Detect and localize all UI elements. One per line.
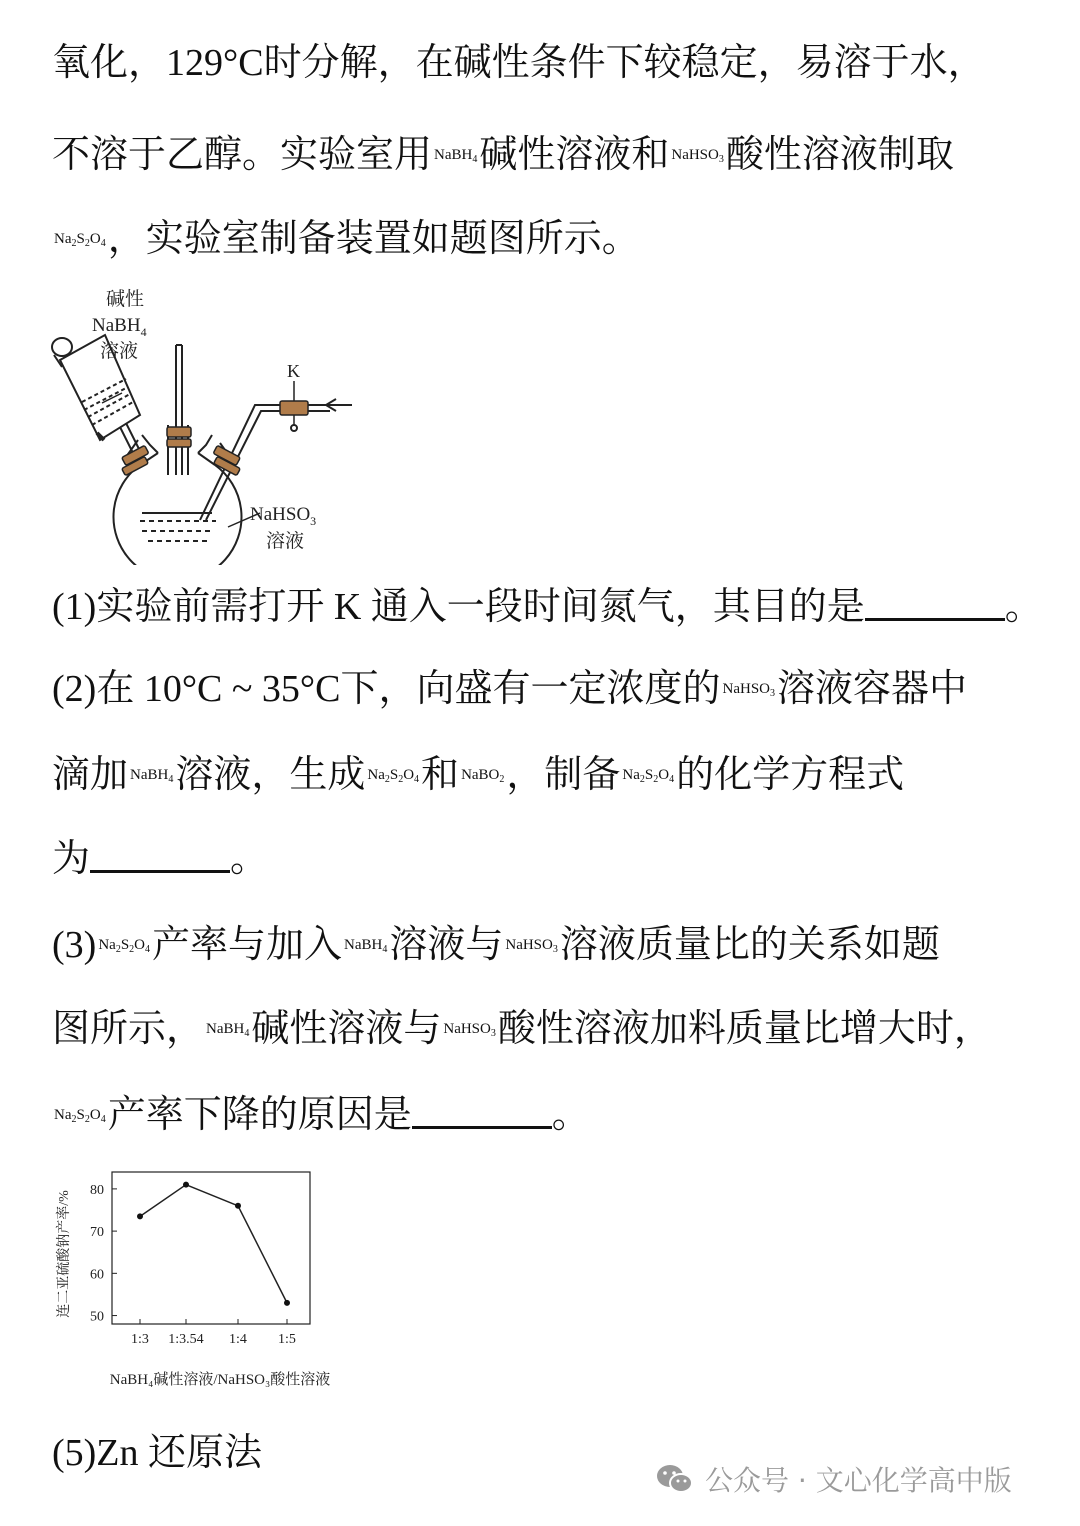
- formula-na2s2o4: Na2S2O4: [98, 937, 150, 955]
- yield-chart: [40, 1162, 380, 1402]
- flask-label-line-2: 溶液: [266, 531, 305, 552]
- chart-data-point: [183, 1182, 189, 1188]
- text-segment: 氧化，: [52, 40, 167, 84]
- center-rod: [176, 345, 182, 475]
- formula-na2s2o4: Na2S2O4: [622, 767, 675, 785]
- funnel-label-line-2: NaBH$_4$: [92, 315, 147, 339]
- formula-nabh4: NaBH4: [434, 147, 478, 165]
- question-3-line-3: $^{Na_2S_2O_4}$产率下降的原因是 。: [54, 1092, 590, 1136]
- valve-k-ref: K: [324, 586, 371, 628]
- flask-label-line-1: NaHSO$_3$: [250, 504, 317, 528]
- funnel-label-line-3: 溶液: [100, 341, 139, 362]
- question-2-line-2: 滴加 $^{NaBH_4}$溶液，生成 $^{Na_2S_2O_4}$和 $^{NaBO_2}$，制备 $^{Na_2S_2O_4}$的化学方程式: [52, 752, 905, 796]
- formula-nabh4: NaBH4: [130, 767, 174, 785]
- text-segment: 不溶于乙醇。实验室用: [52, 132, 433, 176]
- paragraph-line-3: [52, 214, 1040, 268]
- chart-y-tick-label: 80: [90, 1182, 104, 1198]
- question-5-heading: (5)Zn 还原法: [52, 1432, 263, 1474]
- question-2-line-3: 为 。: [52, 836, 269, 880]
- text-segment: ，实验室制备装置如题图所示。: [107, 216, 640, 260]
- question-3-line-2: 图所示， $^{NaBH_4}$碱性溶液与 $^{NaHSO_3}$酸性溶液加料质量比增大时，: [52, 1006, 992, 1050]
- text-segment: 时分解，在碱性条件下较稳定，易溶于水，: [263, 40, 986, 84]
- formula-nahso3: NaHSO3: [671, 147, 724, 165]
- chart-y-tick-label: 60: [90, 1267, 104, 1283]
- chart-x-tick-label: 1:4: [229, 1332, 247, 1347]
- question-1: (1)实验前需打开 K 通入一段时间氮气，其目的是 。: [52, 584, 1043, 628]
- question-number: (1): [52, 586, 97, 628]
- answer-blank: [90, 840, 230, 873]
- watermark-text: 公众号 · 文心化学高中版: [705, 1464, 1012, 1497]
- formula-na2s2o4: Na2S2O4: [54, 231, 106, 249]
- question-2-line-1: (2)在 10°C ~ 35°C下，向盛有一定浓度的 $^{NaHSO_3}$溶液容器中: [52, 666, 968, 710]
- temperature-value: 129°C: [166, 42, 264, 84]
- question-number: (3): [52, 924, 97, 966]
- formula-nahso3: NaHSO3: [722, 681, 775, 699]
- flask-body: [114, 465, 242, 565]
- funnel-label-line-1: 碱性: [106, 289, 145, 310]
- chart-y-tick-label: 70: [90, 1225, 104, 1241]
- chart-y-tick-label: 50: [90, 1309, 104, 1325]
- chart-series-line: [140, 1185, 287, 1303]
- answer-blank: [865, 588, 1005, 621]
- chart-data-point: [235, 1203, 241, 1209]
- chart-data-point: [137, 1213, 143, 1219]
- formula-nahso3: NaHSO3: [443, 1021, 496, 1039]
- formula-na2s2o4: Na2S2O4: [54, 1107, 106, 1125]
- chart-x-tick-label: 1:5: [278, 1332, 296, 1347]
- text-segment: 碱性溶液和: [479, 132, 670, 176]
- formula-nahso3: NaHSO3: [505, 937, 558, 955]
- formula-nabh4: NaBH4: [206, 1021, 250, 1039]
- wechat-icon: [655, 1462, 695, 1496]
- question-number: (2): [52, 668, 97, 710]
- answer-blank: [412, 1096, 552, 1129]
- chart-x-tick-label: 1:3: [131, 1332, 149, 1347]
- apparatus-diagram: [40, 275, 370, 565]
- paragraph-line-1: [52, 38, 1040, 87]
- formula-na2s2o4: Na2S2O4: [367, 767, 420, 785]
- paragraph-line-2: [52, 130, 1040, 184]
- valve-k: [280, 401, 308, 415]
- chart-x-tick-label: 1:3.54: [168, 1332, 204, 1347]
- question-3-line-1: (3) $^{Na_2S_2O_4}$产率与加入 $^{NaBH_4}$溶液与 $^{NaHSO_3}$溶液质量比的关系如题: [52, 922, 940, 966]
- valve-label: K: [287, 361, 300, 381]
- chart-x-axis-label: NaBH₄碱性溶液/NaHSO₃酸性溶液: [109, 1372, 331, 1388]
- watermark: [655, 1457, 1012, 1501]
- temperature-range: 10°C ~ 35°C: [134, 668, 341, 710]
- formula-nabh4: NaBH4: [344, 937, 388, 955]
- text-segment: 酸性溶液制取: [725, 132, 954, 176]
- chart-data-point: [284, 1300, 290, 1306]
- funnel-stopper: [52, 338, 72, 356]
- chart-y-axis-label: 连二亚硫酸钠产率/%: [57, 1190, 72, 1318]
- formula-nabo2: NaBO2: [461, 767, 505, 785]
